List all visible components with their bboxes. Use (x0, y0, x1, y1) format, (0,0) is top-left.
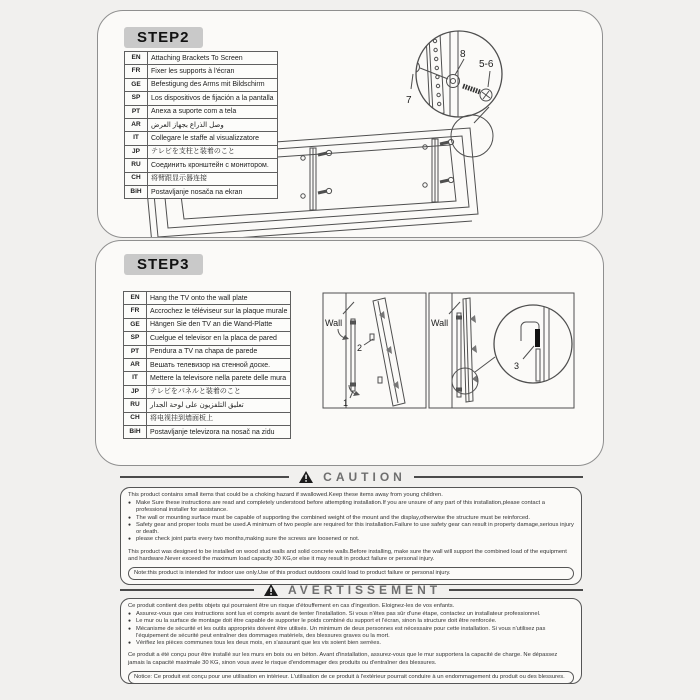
lang-text-cell: テレビをパネルと装着のこと (147, 385, 291, 398)
step2-badge: STEP2 (124, 27, 203, 48)
lang-text-cell: Anexa a suporte com a tela (148, 105, 278, 118)
lang-code-cell: FR (125, 65, 148, 78)
table-row (124, 372, 291, 385)
lang-text-cell: Accrochez le téléviseur sur la plaque murale (147, 305, 291, 318)
step3-badge: STEP3 (124, 254, 203, 275)
table-row (124, 292, 291, 305)
warning-triangle-icon (264, 584, 278, 596)
lang-code-cell: SP (124, 332, 147, 345)
part-7-label: 7 (406, 95, 412, 106)
wall-label-left: Wall (325, 318, 343, 328)
lang-code-cell: BiH (125, 185, 148, 198)
lang-code-cell: BiH (124, 425, 147, 438)
wall-label-right: Wall (431, 318, 449, 328)
caution-bullet: ● The wall or mounting surface must be capable of supporting the combined weight of the mount and the display,otherwise the structure must be reinforced. (128, 514, 530, 521)
caution-note-box: Note:this product is intended for indoor use only.Use of this product outdoors could load to product failure or personal injury. (128, 567, 574, 580)
lang-text-cell: Fixer les supports à l'écran (148, 65, 278, 78)
lang-text-cell: Pendura a TV na chapa de parede (147, 345, 291, 358)
hang-step-drawing (323, 293, 426, 408)
hook-detail-circle (494, 305, 572, 384)
caution-bullet: ● Safety gear and proper tools must be used.A minimum of two people are required for this installation.Failure to use safety gear can result in property damage,serious injury or death. (128, 521, 574, 536)
table-row (125, 105, 278, 118)
lang-text-cell: Befestigung des Arms mit Bildschirm (148, 78, 278, 91)
lang-code-cell: AR (125, 118, 148, 131)
bullet-icon: ● (128, 640, 132, 647)
table-row (125, 52, 278, 65)
divider (414, 476, 583, 478)
caution-title: CAUTION (323, 470, 406, 484)
lang-text-cell: Mettere la televisore nella parete delle mura (147, 372, 291, 385)
table-row (124, 345, 291, 358)
lang-text-cell: Attaching Brackets To Screen (148, 52, 278, 65)
table-row (124, 358, 291, 371)
divider (120, 476, 289, 478)
lang-text-cell: Los dispositivos de fijación a la pantalla (148, 92, 278, 105)
table-row (124, 385, 291, 398)
lang-text-cell: تعليق التلفزيون على لوحة الجدار (147, 399, 291, 412)
table-row (125, 185, 278, 198)
lang-text-cell: 将臂跟显示器连接 (148, 172, 278, 185)
lang-text-cell: Соединить кронштейн с монитором. (148, 159, 278, 172)
screw-detail-circle (409, 30, 503, 119)
caution-header (120, 470, 583, 484)
divider (120, 589, 254, 591)
lang-text-cell: Collegare le staffe al visualizzatore (148, 132, 278, 145)
avertissement-bullet: ● Mécanisme de sécurité et les outils appropriés doivent être utilisés. Un minimum de deux personnes est nécessaire pour cette installation. Si vous n'utilisez pas l'équipement de sécurité peut entraîner des dommages matériels, des blessures graves ou la mort. (128, 625, 546, 639)
caution-bullet-list (128, 500, 574, 543)
table-row (124, 332, 291, 345)
bullet-icon: ● (128, 611, 132, 618)
part-3-label: 3 (514, 361, 520, 371)
lang-text-cell: وصل الذراع بجهاز العرض (148, 118, 278, 131)
lang-code-cell: CH (124, 412, 147, 425)
table-row (125, 65, 278, 78)
caution-bullet: ● Make Sure these instructions are read and completely understood before attempting installation.If you are unsure of any part of this installation,please contact a professional installer for assistance. (128, 500, 545, 514)
bullet-icon: ● (128, 521, 132, 528)
lang-code-cell: RU (125, 159, 148, 172)
table-row (125, 92, 278, 105)
table-row (125, 132, 278, 145)
caution-bullet: ● please check joint parts every two months,making sure the screws are loosened or not. (128, 536, 360, 543)
divider (449, 589, 583, 591)
lang-code-cell: IT (124, 372, 147, 385)
step3-panel (95, 240, 604, 466)
table-row (124, 425, 291, 438)
avertissement-load-capacity: Ce produit a été conçu pour être installé sur les murs en bois ou en béton. Avant d'installation, assurez-vous que le mur supportera la capacité de charge. Ne dépassez jamais la capacité maximale 30 KG, sinon vous avez le risque d'endommager des produits ou d'entraîner des blessures. (128, 652, 558, 666)
part-1-label: 1 (343, 398, 349, 408)
bullet-icon: ● (128, 536, 132, 543)
table-row (125, 118, 278, 131)
caution-intro: This product contains small items that could be a choking hazard if swallowed.Keep these items away from young children. (128, 492, 443, 498)
lang-code-cell: FR (124, 305, 147, 318)
lang-code-cell: AR (124, 358, 147, 371)
lang-code-cell: PT (125, 105, 148, 118)
bullet-icon: ● (128, 500, 132, 507)
avertissement-bullet-list (128, 611, 574, 647)
bullet-icon: ● (128, 618, 132, 625)
caution-box (120, 487, 582, 585)
part-5-6-label: 5-6 (479, 59, 494, 70)
step3-language-table (123, 291, 291, 439)
caution-load-capacity: This product was designed to be installed on wood stud walls and solid concrete walls.Before installing, make sure the wall will support the combined load of the equipment and hardware.Never exceed the maximum load capacity 30 KG,or else it may result in product failure or personal injury. (128, 548, 567, 562)
avertissement-title: AVERTISSEMENT (287, 583, 442, 597)
lang-text-cell: Cuelgue el televisor en la placa de pared (147, 332, 291, 345)
part-2-label: 2 (357, 343, 363, 353)
lang-code-cell: CH (125, 172, 148, 185)
avertissement-header (120, 583, 583, 597)
lang-code-cell: RU (124, 399, 147, 412)
lang-code-cell: EN (124, 292, 147, 305)
step2-language-table (124, 51, 278, 199)
table-row (125, 78, 278, 91)
lang-code-cell: IT (125, 132, 148, 145)
lang-text-cell: Postavljanje nosača na ekran (148, 185, 278, 198)
avertissement-bullet: ● Vérifiez les pièces communes tous les deux mois, en s'assurant que les vis soient bien serrées. (128, 640, 382, 647)
lang-text-cell: Postavljanje televizora na nosač na zidu (147, 425, 291, 438)
lang-text-cell: Hang the TV onto the wall plate (147, 292, 291, 305)
bullet-icon: ● (128, 625, 132, 632)
lang-text-cell: Вешать телевизор на стенной доске. (147, 358, 291, 371)
lang-code-cell: SP (125, 92, 148, 105)
avertissement-box (120, 598, 582, 684)
lang-code-cell: JP (124, 385, 147, 398)
table-row (125, 159, 278, 172)
lang-code-cell: JP (125, 145, 148, 158)
table-row (124, 305, 291, 318)
lang-text-cell: テレビを支柱と装着のこと (148, 145, 278, 158)
avertissement-intro: Ce produit contient des petits objets qui pourraient être un risque d'étouffement en cas d'ingestion. Eloignez-les de vos enfants. (128, 603, 455, 609)
step2-panel (97, 10, 603, 238)
table-row (125, 145, 278, 158)
lang-code-cell: GE (124, 318, 147, 331)
lang-text-cell: Hängen Sie den TV an die Wand-Platte (147, 318, 291, 331)
bullet-icon: ● (128, 514, 132, 521)
lang-code-cell: GE (125, 78, 148, 91)
lang-text-cell: 将电视挂到墙面板上 (147, 412, 291, 425)
table-row (124, 318, 291, 331)
part-8-label: 8 (460, 49, 466, 60)
table-row (125, 172, 278, 185)
lang-code-cell: EN (125, 52, 148, 65)
avertissement-note-box: Notice: Ce produit est conçu pour une utilisation en intérieur. L'utilisation de ce produit à l'extérieur pourrait conduire à un endommagement du produit ou des blessures. (128, 671, 574, 684)
warning-triangle-icon (299, 471, 313, 483)
table-row (124, 399, 291, 412)
table-row (124, 412, 291, 425)
lang-code-cell: PT (124, 345, 147, 358)
avertissement-bullet: ● Assurez-vous que ces instructions sont lus et compris avant de tenter l'installation. Si vous n'êtes pas sûr d'une étape, contactez un installateur professionnel. (128, 611, 541, 618)
avertissement-bullet: ● Le mur ou la surface de montage doit être capable de supporter le poids combiné du support et l'écran, sinon la structure doit être renforcée. (128, 618, 497, 625)
